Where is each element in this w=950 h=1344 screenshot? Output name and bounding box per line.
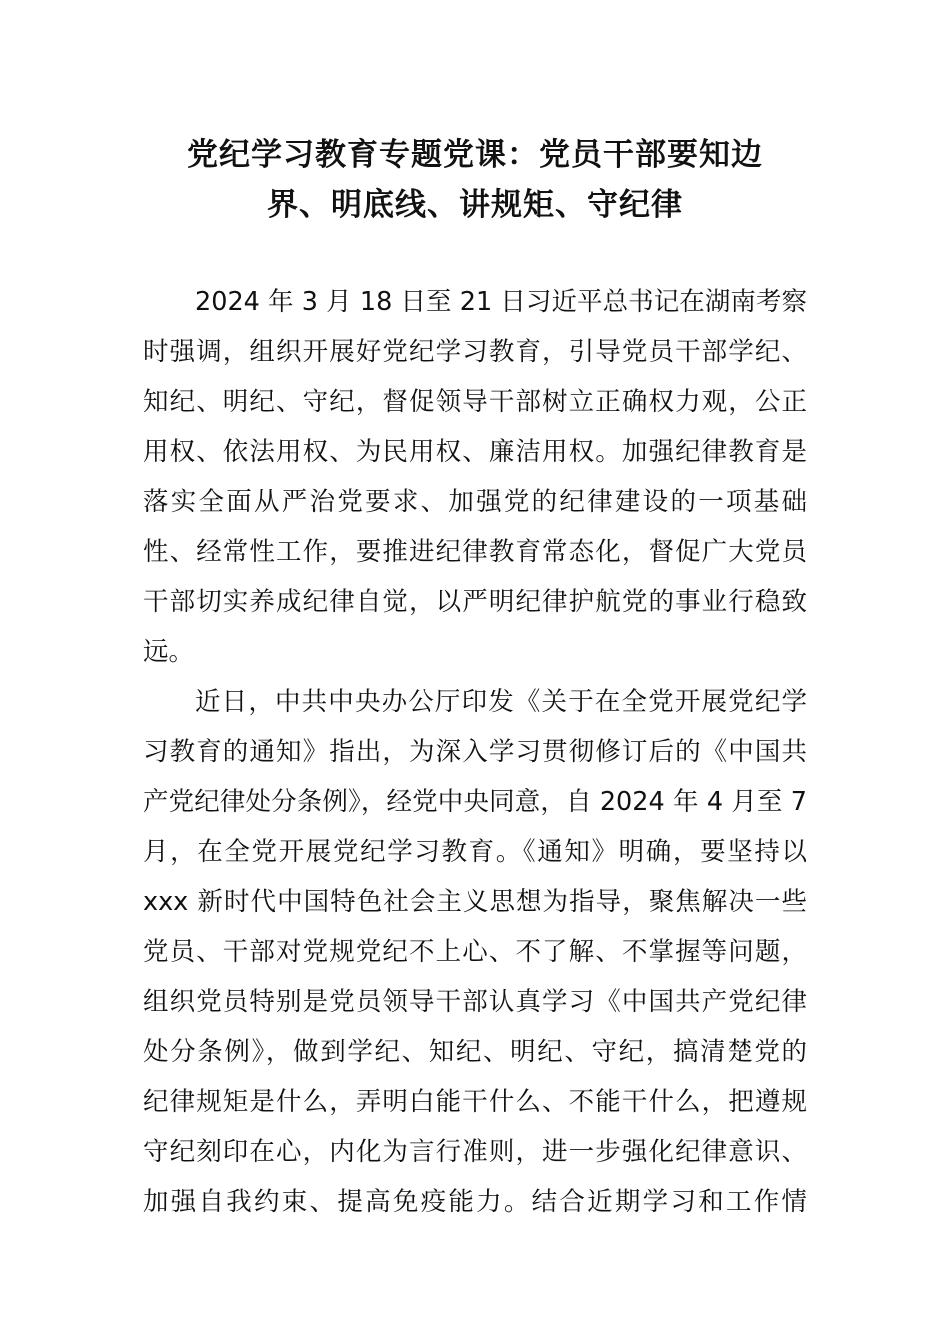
paragraph-line: 产党纪律处分条例》，经党中央同意，自 2024 年 4 月至 7 bbox=[143, 787, 807, 817]
paragraph-line: 2024 年 3 月 18 日至 21 日习近平总书记在湖南考察 bbox=[195, 287, 807, 317]
paragraph-line: 近日，中共中央办公厅印发《关于在全党开展党纪学 bbox=[195, 687, 807, 717]
paragraph-line: 守纪刻印在心，内化为言行准则，进一步强化纪律意识、 bbox=[143, 1137, 807, 1167]
paragraph-line: 时强调，组织开展好党纪学习教育，引导党员干部学纪、 bbox=[143, 337, 807, 367]
paragraph-line: 月，在全党开展党纪学习教育。《通知》明确，要坚持以 bbox=[143, 837, 807, 867]
paragraph-line: 纪律规矩是什么，弄明白能干什么、不能干什么，把遵规 bbox=[143, 1087, 807, 1117]
paragraph-line: 组织党员特别是党员领导干部认真学习《中国共产党纪律 bbox=[143, 987, 807, 1017]
paragraph-line: 干部切实养成纪律自觉，以严明纪律护航党的事业行稳致 bbox=[143, 587, 807, 617]
paragraph-line: 落实全面从严治党要求、加强党的纪律建设的一项基础 bbox=[143, 487, 807, 517]
paragraph-line: 性、经常性工作，要推进纪律教育常态化，督促广大党员 bbox=[143, 537, 807, 567]
document-title-line-1: 党纪学习教育专题党课：党员干部要知边 bbox=[187, 137, 763, 173]
paragraph-line: 处分条例》，做到学纪、知纪、明纪、守纪，搞清楚党的 bbox=[143, 1037, 807, 1067]
paragraph-line: 党员、干部对党规党纪不上心、不了解、不掌握等问题， bbox=[143, 937, 807, 967]
paragraph-line: 用权、依法用权、为民用权、廉洁用权。加强纪律教育是 bbox=[143, 437, 807, 467]
paragraph-line: 加强自我约束、提高免疫能力。结合近期学习和工作情 bbox=[143, 1187, 807, 1217]
paragraph-line: xxx 新时代中国特色社会主义思想为指导，聚焦解决一些 bbox=[143, 887, 807, 917]
paragraph-line: 远。 bbox=[143, 637, 195, 667]
paragraph-line: 知纪、明纪、守纪，督促领导干部树立正确权力观，公正 bbox=[143, 387, 807, 417]
document-title-line-2: 界、明底线、讲规矩、守纪律 bbox=[267, 187, 683, 223]
paragraph-line: 习教育的通知》指出，为深入学习贯彻修订后的《中国共 bbox=[143, 737, 807, 767]
